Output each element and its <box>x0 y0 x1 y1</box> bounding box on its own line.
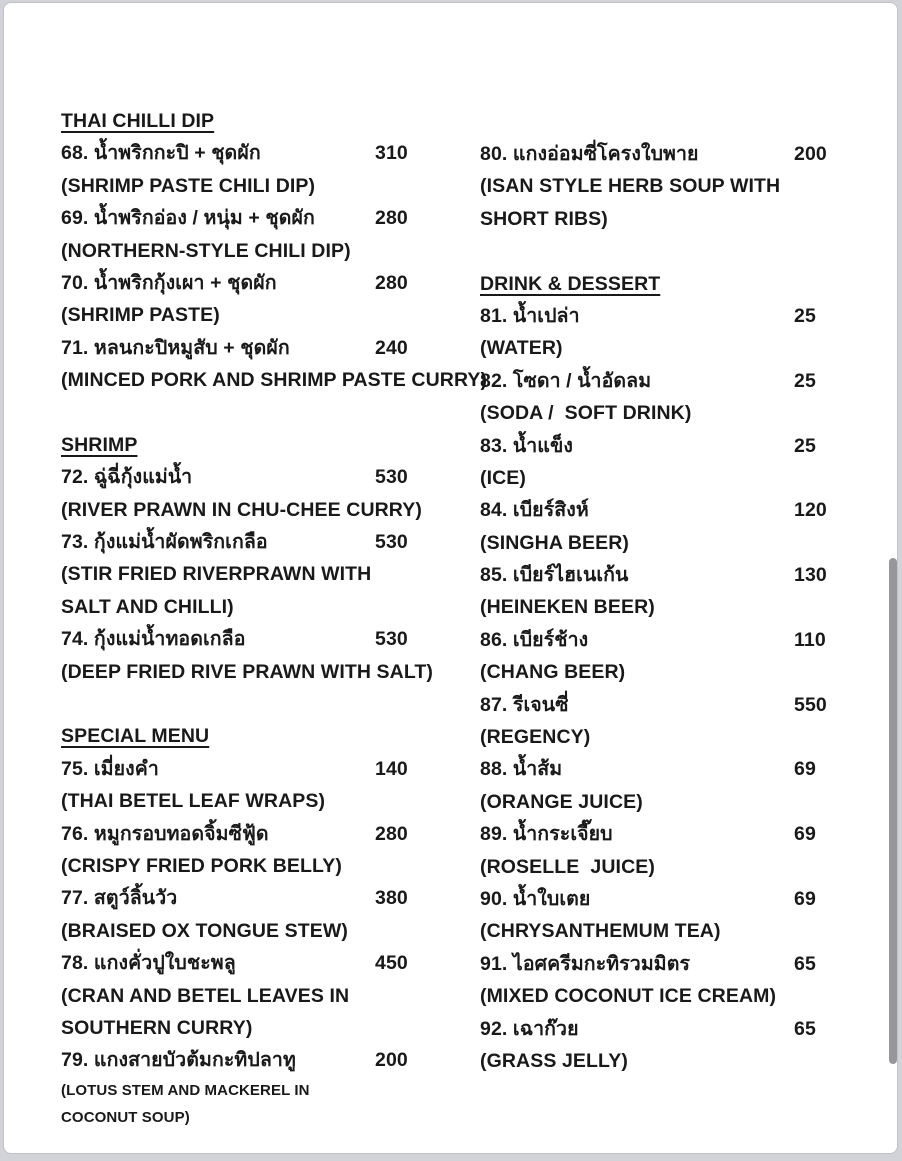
menu-item-name: 88. น้ำส้ม <box>480 758 563 781</box>
menu-item-name: 68. น้ำพริกกะปิ + ชุดผัก <box>61 142 261 165</box>
menu-item-price: 25 <box>794 434 816 457</box>
menu-item-row <box>61 137 471 169</box>
menu-item-row <box>480 559 890 591</box>
menu-item-row <box>61 526 471 558</box>
menu-item-row <box>480 300 890 332</box>
menu-item-description <box>61 1012 471 1044</box>
menu-item-description <box>61 1077 471 1104</box>
section-header-label: SHRIMP <box>61 433 138 456</box>
menu-item-description-text: (ORANGE JUICE) <box>480 790 643 813</box>
menu-item-description-text: (THAI BETEL LEAF WRAPS) <box>61 790 326 813</box>
menu-item-row <box>61 1044 471 1076</box>
section-header <box>480 268 890 300</box>
menu-item-price: 130 <box>794 564 827 587</box>
menu-item-price: 280 <box>375 207 408 230</box>
menu-item-name: 84. เบียร์สิงห์ <box>480 499 589 522</box>
menu-item-description <box>61 980 471 1012</box>
menu-item-row <box>61 947 471 979</box>
menu-item-description-text: (CHRYSANTHEMUM TEA) <box>480 920 721 943</box>
section-header-label: THAI CHILLI DIP <box>61 110 215 132</box>
menu-item-description-text: (STIR FRIED RIVERPRAWN WITH <box>61 563 372 586</box>
menu-item-description-text: (ISAN STYLE HERB SOUP WITH <box>480 175 781 198</box>
menu-column-left <box>61 105 488 1131</box>
menu-item-description <box>61 850 471 882</box>
menu-item-name: 72. ฉู่ฉี่กุ้งแม่น้ำ <box>61 466 193 489</box>
menu-item-description <box>61 656 471 688</box>
menu-item-description-text: (SINGHA BEER) <box>480 531 629 554</box>
menu-item-description <box>61 1104 471 1131</box>
menu-item-description-text: (ROSELLE JUICE) <box>480 855 655 878</box>
menu-item-name: 73. กุ้งแม่น้ำผัดพริกเกลือ <box>61 531 268 554</box>
menu-item-price: 200 <box>375 1049 408 1072</box>
menu-item-name: 86. เบียร์ช้าง <box>480 628 589 651</box>
menu-item-description-text: (REGENCY) <box>480 726 591 749</box>
menu-column-right <box>480 138 890 1077</box>
menu-item-description-text: SOUTHERN CURRY) <box>61 1016 253 1039</box>
menu-item-description <box>480 462 890 494</box>
menu-item-description-text: (NORTHERN-STYLE CHILI DIP) <box>61 239 351 262</box>
menu-item-row <box>61 753 471 785</box>
menu-item-row <box>480 365 890 397</box>
menu-item-price: 530 <box>375 628 408 651</box>
menu-item-description-text: SALT AND CHILLI) <box>61 595 234 618</box>
menu-item-row <box>480 753 890 785</box>
menu-item-price: 25 <box>794 304 816 327</box>
menu-item-description <box>61 299 471 331</box>
menu-item-price: 280 <box>375 271 408 294</box>
menu-item-description-text: (LOTUS STEM AND MACKEREL IN <box>61 1081 310 1099</box>
menu-item-name: 92. เฉาก๊วย <box>480 1017 579 1040</box>
menu-item-description <box>61 170 471 202</box>
menu-item-description <box>480 170 890 202</box>
menu-item-price: 140 <box>375 757 408 780</box>
menu-item-name: 91. ไอศครีมกะทิรวมมิตร <box>480 952 691 975</box>
section-header <box>61 429 471 461</box>
menu-item-row <box>480 948 890 980</box>
menu-item-description <box>61 558 471 590</box>
menu-item-row <box>480 1013 890 1045</box>
menu-item-name: 79. แกงสายบัวต้มกะทิปลาทู <box>61 1049 296 1072</box>
menu-item-price: 25 <box>794 369 816 392</box>
menu-item-description <box>480 980 890 1012</box>
menu-item-description-text: (DEEP FRIED RIVE PRAWN WITH SALT) <box>61 660 434 683</box>
menu-item-description <box>480 1045 890 1077</box>
menu-item-row <box>480 624 890 656</box>
menu-item-price: 280 <box>375 822 408 845</box>
menu-item-row <box>61 267 471 299</box>
menu-item-name: 87. รีเจนซี่ <box>480 693 569 716</box>
menu-item-row <box>480 138 890 170</box>
menu-item-description-text: (BRAISED OX TONGUE STEW) <box>61 919 348 942</box>
menu-item-price: 69 <box>794 758 816 781</box>
menu-item-description <box>480 656 890 688</box>
menu-item-price: 110 <box>794 628 826 651</box>
menu-item-description-text: (SHRIMP PASTE) <box>61 304 220 327</box>
menu-item-price: 530 <box>375 531 408 554</box>
menu-item-name: 81. น้ำเปล่า <box>480 304 580 327</box>
section-header-label: DRINK & DESSERT <box>480 272 661 295</box>
menu-item-description-text: (WATER) <box>480 337 563 360</box>
menu-item-name: 82. โซดา / น้ำอัดลม <box>480 369 652 392</box>
menu-item-row <box>61 623 471 655</box>
menu-item-description-text: (CHANG BEER) <box>480 661 626 684</box>
menu-item-description <box>480 332 890 364</box>
menu-item-description <box>480 397 890 429</box>
menu-item-row <box>480 430 890 462</box>
menu-item-name: 76. หมูกรอบทอดจิ้มซีฟู้ด <box>61 822 269 845</box>
menu-item-row <box>61 202 471 234</box>
menu-item-description-text: (SHRIMP PASTE CHILI DIP) <box>61 174 316 197</box>
menu-item-price: 120 <box>794 499 827 522</box>
menu-item-description <box>61 591 471 623</box>
menu-item-description <box>480 915 890 947</box>
spacer <box>61 397 471 429</box>
menu-item-description-text: (MINCED PORK AND SHRIMP PASTE CURRY) <box>61 369 488 392</box>
menu-item-price: 65 <box>794 1017 816 1040</box>
menu-item-description-text: (HEINEKEN BEER) <box>480 596 655 619</box>
scrollbar-thumb[interactable] <box>889 558 897 1064</box>
spacer <box>480 235 890 267</box>
menu-item-name: 89. น้ำกระเจี๊ยบ <box>480 823 613 846</box>
menu-item-price: 310 <box>375 142 408 165</box>
menu-item-description-text: (CRISPY FRIED PORK BELLY) <box>61 854 342 877</box>
menu-item-price: 200 <box>794 143 827 165</box>
menu-item-name: 78. แกงคั่วปูใบชะพลู <box>61 952 236 975</box>
menu-item-description <box>480 203 890 235</box>
menu-item-description <box>480 851 890 883</box>
menu-item-description <box>480 786 890 818</box>
menu-item-description-text: (MIXED COCONUT ICE CREAM) <box>480 985 777 1008</box>
menu-item-description-text: SHORT RIBS) <box>480 207 608 230</box>
menu-item-name: 80. แกงอ่อมซี่โครงใบพาย <box>480 143 699 165</box>
menu-item-name: 71. หลนกะปิหมูสับ + ชุดผัก <box>61 336 290 359</box>
menu-item-price: 380 <box>375 887 408 910</box>
menu-item-row <box>480 818 890 850</box>
menu-item-description <box>61 494 471 526</box>
menu-item-price: 240 <box>375 336 408 359</box>
menu-item-row <box>61 818 471 850</box>
menu-item-name: 90. น้ำใบเตย <box>480 887 591 910</box>
menu-item-row <box>480 689 890 721</box>
menu-item-row <box>61 882 471 914</box>
menu-item-row <box>61 332 471 364</box>
menu-item-description <box>480 527 890 559</box>
menu-item-description <box>61 785 471 817</box>
menu-item-description-text: (RIVER PRAWN IN CHU-CHEE CURRY) <box>61 498 422 521</box>
menu-item-description <box>61 364 488 396</box>
menu-item-description <box>61 915 471 947</box>
menu-item-name: 70. น้ำพริกกุ้งเผา + ชุดผัก <box>61 271 277 294</box>
menu-item-description-text: (SODA / SOFT DRINK) <box>480 402 692 425</box>
menu-item-row <box>480 883 890 915</box>
menu-item-name: 85. เบียร์ไฮเนเก้น <box>480 564 629 587</box>
menu-item-name: 83. น้ำแข็ง <box>480 434 574 457</box>
menu-item-price: 65 <box>794 952 816 975</box>
menu-item-description <box>61 235 471 267</box>
menu-item-name: 75. เมี่ยงคำ <box>61 757 159 780</box>
section-header <box>61 720 471 752</box>
menu-item-description <box>480 721 890 753</box>
section-header <box>61 105 471 137</box>
menu-item-price: 550 <box>794 693 827 716</box>
menu-page <box>4 3 897 1153</box>
menu-item-price: 450 <box>375 952 408 975</box>
menu-item-name: 74. กุ้งแม่น้ำทอดเกลือ <box>61 628 246 651</box>
menu-item-description-text: (GRASS JELLY) <box>480 1049 628 1072</box>
menu-item-price: 530 <box>375 466 408 489</box>
menu-item-name: 77. สตูว์ลิ้นวัว <box>61 887 178 910</box>
menu-item-row <box>480 494 890 526</box>
menu-item-price: 69 <box>794 887 816 910</box>
menu-item-price: 69 <box>794 823 816 846</box>
menu-item-description-text: (ICE) <box>480 466 526 489</box>
menu-item-description-text: (CRAN AND BETEL LEAVES IN <box>61 984 350 1007</box>
menu-item-description <box>480 591 890 623</box>
menu-item-name: 69. น้ำพริกอ่อง / หนุ่ม + ชุดผัก <box>61 207 315 230</box>
spacer <box>61 688 471 720</box>
menu-item-row <box>61 461 471 493</box>
menu-item-description-text: COCONUT SOUP) <box>61 1108 190 1126</box>
section-header-label: SPECIAL MENU <box>61 725 210 748</box>
